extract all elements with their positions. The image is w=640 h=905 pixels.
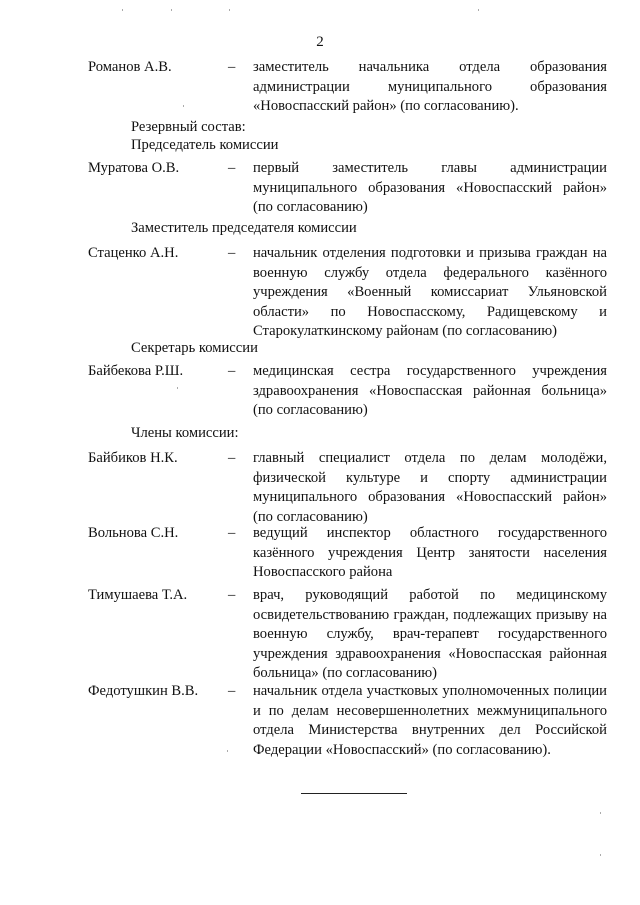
scan-speck (600, 812, 601, 814)
member-name: Байбиков Н.К. (88, 450, 178, 466)
member-name: Романов А.В. (88, 59, 172, 75)
member-name: Стаценко А.Н. (88, 245, 179, 261)
member-name: Федотушкин В.В. (88, 683, 199, 699)
dash-separator: – (228, 525, 236, 541)
dash-separator: – (228, 363, 236, 379)
dash-separator: – (228, 245, 236, 261)
member-role: начальник отделения подготовки и призыва граждан на военную службу отдела федерального казённого учреждения «Военный комиссариат Ульяновской области» по Новоспасскому, Радищевскому и Старокулаткинскому районам (по согласованию) (253, 245, 607, 339)
member-name: Тимушаева Т.А. (88, 587, 188, 603)
member-name: Муратова О.В. (88, 160, 180, 176)
member-role: врач, руководящий работой по медицинскому освидетельствованию граждан, подлежащих призыву на военную службу, врач-терапевт государственного учреждения здравоохранения «Новоспасская районная больница» (по согласованию) (253, 587, 607, 681)
scan-speck (183, 105, 184, 107)
dash-separator: – (228, 450, 236, 466)
dash-separator: – (228, 587, 236, 603)
scan-speck (177, 387, 178, 389)
member-name: Байбекова Р.Ш. (88, 363, 184, 379)
scan-speck (227, 750, 228, 752)
member-role: ведущий инспектор областного государственного казённого учреждения Центр занятости населения Новоспасского района (253, 525, 607, 580)
page-number: 2 (316, 34, 324, 50)
member-role: заместитель начальника отдела образования администрации муниципального образования «Новоспасский район» (по согласованию). (253, 59, 607, 114)
member-role: главный специалист отдела по делам молодёжи, физической культуре и спорту администрации муниципального образования «Новоспасский район» (по согласованию) (253, 450, 607, 525)
scan-speck (122, 9, 123, 11)
heading-secretary: Секретарь комиссии (131, 340, 258, 356)
scan-speck (600, 854, 601, 856)
scan-speck (229, 9, 230, 11)
member-name: Вольнова С.Н. (88, 525, 179, 541)
dash-separator: – (228, 59, 236, 75)
scan-speck (171, 9, 172, 11)
heading-reserve-composition: Резервный состав: (131, 119, 246, 135)
heading-chairman: Председатель комиссии (131, 137, 279, 153)
heading-members: Члены комиссии: (131, 425, 239, 441)
member-role: первый заместитель главы администрации муниципального образования «Новоспасский район» (по согласованию) (253, 160, 607, 215)
heading-deputy-chairman: Заместитель председателя комиссии (131, 220, 357, 236)
dash-separator: – (228, 160, 236, 176)
member-role: начальник отдела участковых уполномоченных полиции и по делам несовершеннолетних межмуниципального отдела Министерства внутренних дел Российской Федерации «Новоспасский» (по согласованию). (253, 683, 607, 758)
dash-separator: – (228, 683, 236, 699)
scan-speck (478, 9, 479, 11)
member-role: медицинская сестра государственного учреждения здравоохранения «Новоспасская районная больница» (по согласованию) (253, 363, 607, 418)
closing-rule (301, 793, 407, 794)
